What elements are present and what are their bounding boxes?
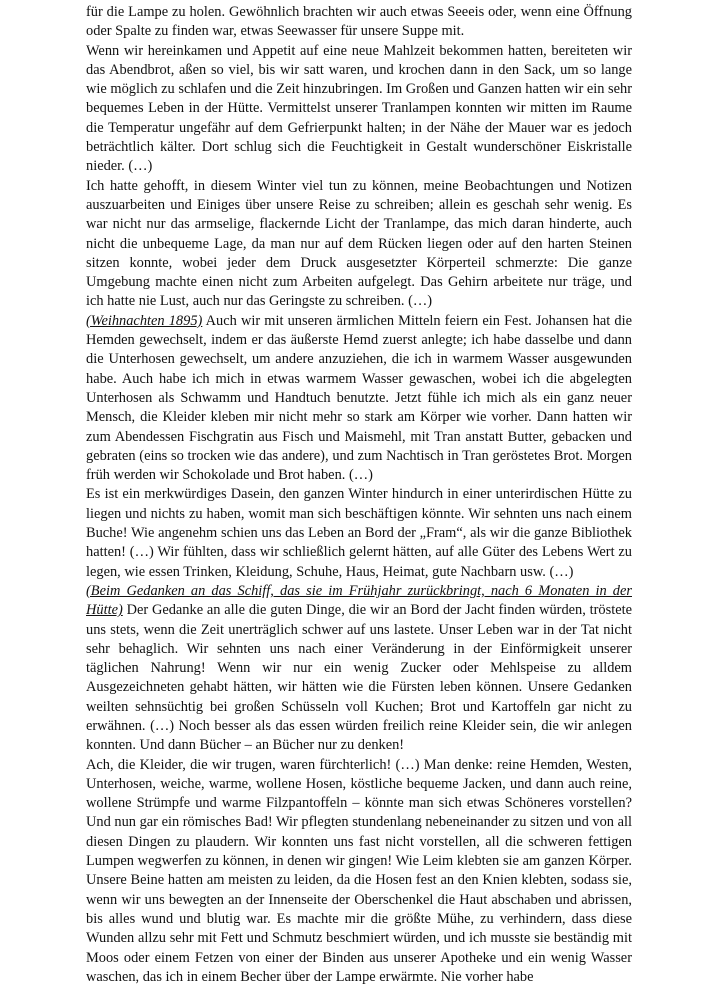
paragraph-text: Wenn wir hereinkamen und Appetit auf eine neue Mahlzeit bekommen hatten, bereiteten wir das Abendbrot, aßen so viel, bis wir satt waren, und krochen dann in den Sack, um so lange wie möglich zu schlafen und die Zeit hinzubringen. Im Großen und Ganzen hatten wir ein sehr bequemes Leben in der Hütte. Vermittelst unserer Tranlampen konnten wir mitten im Raume die Temperatur ungefähr auf dem Gefrierpunkt halten; in der Nähe der Mauer war es jedoch beträchtlich kälter. Dort schlug sich die Feuchtigkeit in Gestalt wunderschöner Eiskristalle nieder. (…): [86, 42, 632, 175]
paragraph-text: Ach, die Kleider, die wir trugen, waren fürchterlich! (…) Man denke: reine Hemden, Westen, Unterhosen, weiche, warme, wollene Hosen, köstliche bequeme Jacken, und dann auch reine, wollene Strümpfe und warme Filzpantoffeln – könnte man sich etwas Schöneres vorstellen? Und nun gar ein römisches Bad! Wir pflegten stundenlang nebeneinander zu sitzen und von all diesen Dingen zu plaudern. Wir konnten uns fast nicht vorstellen, all die schweren fettigen Lumpen wegwerfen zu können, in denen wir gingen! Wie Leim klebten sie am ganzen Körper. Unsere Beine hatten am meisten zu leiden, da die Hosen fest an den Knien klebten, sodass sie, wenn wir uns bewegten an der Innenseite der Oberschenkel die Haut abschaben und abrissen, bis alles wund und blutig war. Es machte mir die größte Mühe, zu verhindern, dass diese Wunden allzu sehr mit Fett und Schmutz beschmiert würden, und ich musste sie beständig mit Moos oder einem Fetzen von einer der Binden aus unserer Apotheke und ein wenig Wasser waschen, das ich in einem Becher über der Lampe erwärmte. Nie vorher habe: [86, 756, 632, 985]
paragraph-text: Auch wir mit unseren ärmlichen Mitteln feiern ein Fest. Johansen hat die Hemden gewechselt, indem er das äußerste Hemd zuerst anlegte; ich habe dasselbe und dann die Unterhosen gewechselt, um andere anzuziehen, die ich in warmem Wasser ausgewunden habe. Auch habe ich mich in etwas warmem Wasser gewaschen, wobei ich die abgelegten Unterhosen als Schwamm und Handtuch benutzte. Jetzt fühle ich mich als ein ganz neuer Mensch, die Kleider kleben mir nicht mehr so stark am Körper wie vorher. Dann hatten wir zum Abendessen Fischgratin aus Fisch und Maismehl, mit Tran anstatt Butter, gebacken und gebraten (eins so trocken wie das andere), und zum Nachtisch in Tran geröstetes Brot. Morgen früh werden wir Schokolade und Brot haben. (…): [86, 312, 633, 484]
paragraph-text: Es ist ein merkwürdiges Dasein, den ganzen Winter hindurch in einer unterirdischen Hütte zu liegen und nichts zu haben, womit man sich beschäftigen könnte. Wir sehnten uns nach einem Buche! Wie angenehm schien uns das Leben an Bord der „Fram“, als wir die ganze Bibliothek hatten! (…) Wir fühlten, dass wir schließlich gelernt hätten, auf alle Güter des Lebens Wert zu legen, wie essen Trinken, Kleidung, Schuhe, Haus, Heimat, gute Nachbarn usw. (…): [86, 486, 632, 580]
paragraph-6: [86, 582, 632, 756]
section-heading-christmas: (Weihnachten 1895): [86, 312, 203, 329]
section-heading-ship: (Beim Gedanken an das Schiff, das sie im Frühjahr zurückbringt, nach 6 Monaten in der Hütte): [86, 582, 632, 619]
paragraph-5: [86, 485, 632, 581]
paragraph-text: Der Gedanke an alle die guten Dinge, die wir an Bord der Jacht finden würden, tröstete uns stets, wenn die Zeit unerträglich schwer auf uns lastete. Unser Leben war in der Tat nicht sehr behaglich. Wir sehnten uns nach einer Veränderung in der Einförmigkeit unserer täglichen Nahrung! Wenn wir nur ein wenig Zucker oder Mehlspeise zu alldem Ausgezeichneten gehabt hätten, wir hätten wie die Fürsten leben können. Unsere Gedanken weilten sehnsüchtig bei großen Schüsseln voll Kuchen; Brot und Kartoffeln gar nicht zu erwähnen. (…) Noch besser als das essen würden freilich reine Kleider sein, die wir anlegen konnten. Und dann Bücher – an Bücher nur zu denken!: [86, 602, 632, 754]
paragraph-text: Ich hatte gehofft, in diesem Winter viel tun zu können, meine Beobachtungen und Notizen auszuarbeiten und Einiges über unsere Reise zu schreiben; allein es geschah sehr wenig. Es war nicht nur das armselige, flackernde Licht der Tranlampe, das mich daran hinderte, auch nicht die unbequeme Lage, da man nur auf dem Rücken liegen oder auf den harten Steinen sitzen konnte, wobei jeder dem Druck ausgesetzter Körperteil schmerzte: Die ganze Umgebung machte einen nicht zum Arbeiten aufgelegt. Das Gehirn arbeitete nur träge, und ich hatte nie Lust, auch nur das Geringste zu schreiben. (…): [86, 177, 632, 310]
paragraph-3: [86, 177, 632, 312]
paragraph-7: [86, 756, 632, 987]
paragraph-2: [86, 42, 632, 177]
paragraph-1: [86, 3, 632, 42]
paragraph-4: [86, 312, 632, 486]
paragraph-text: für die Lampe zu holen. Gewöhnlich brachten wir auch etwas Seeeis oder, wenn eine Öffnung oder Spalte zu finden war, etwas Seewasser für unsere Suppe mit.: [86, 4, 632, 40]
